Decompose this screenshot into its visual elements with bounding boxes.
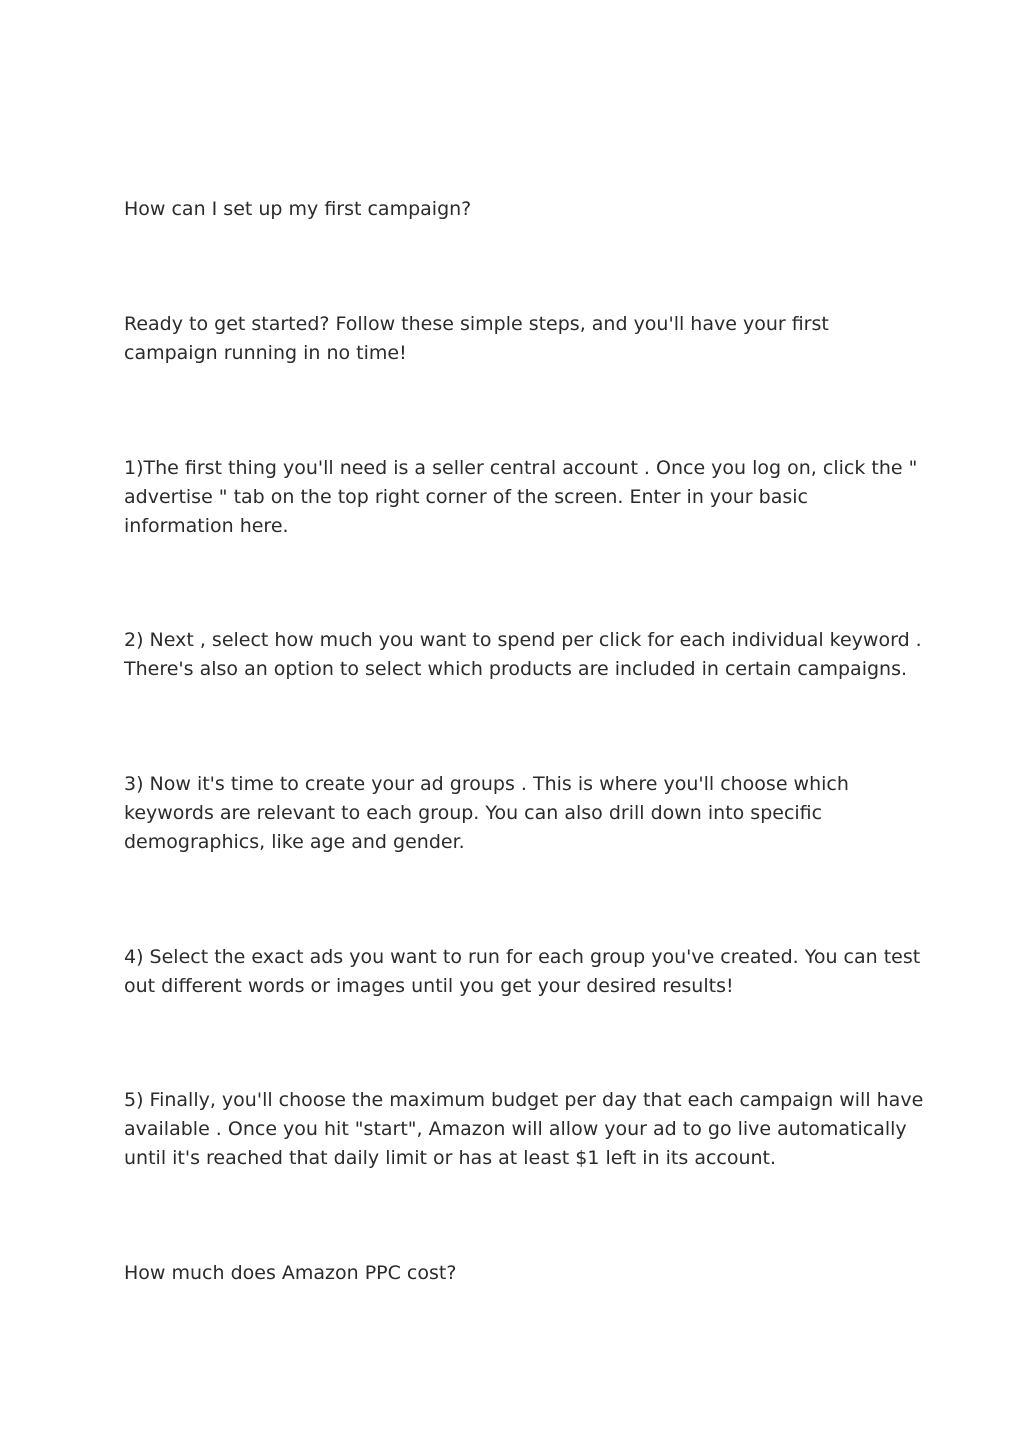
text-line: 3) Now it's time to create your ad groups . This is where you'll choose which [124, 773, 849, 795]
text-line: demographics, like age and gender. [124, 831, 465, 853]
step-5-paragraph [124, 1086, 924, 1173]
text-line: 1)The first thing you'll need is a seller central account . Once you log on, click the " [124, 457, 918, 479]
text-line: information here. [124, 515, 289, 537]
section-heading-ppc-cost [124, 1259, 914, 1288]
section-heading-campaign-setup [124, 195, 914, 224]
step-2-paragraph [124, 626, 922, 684]
text-line: keywords are relevant to each group. You can also drill down into specific [124, 802, 823, 824]
intro-paragraph [124, 310, 914, 368]
text-line: advertise " tab on the top right corner of the screen. Enter in your basic [124, 486, 808, 508]
step-3-paragraph [124, 770, 914, 857]
text-line: 5) Finally, you'll choose the maximum budget per day that each campaign will have [124, 1089, 924, 1111]
text-line: 2) Next , select how much you want to spend per click for each individual keyword . [124, 629, 922, 651]
step-4-paragraph [124, 943, 921, 1001]
text-line: 4) Select the exact ads you want to run for each group you've created. You can test [124, 946, 921, 968]
text-line: Ready to get started? Follow these simple steps, and you'll have your first [124, 313, 829, 335]
text-line: campaign running in no time! [124, 342, 407, 364]
text-line: out different words or images until you get your desired results! [124, 975, 734, 997]
step-1-paragraph [124, 454, 918, 541]
text-line: until it's reached that daily limit or has at least $1 left in its account. [124, 1147, 777, 1169]
heading-text: How can I set up my first campaign? [124, 198, 472, 220]
text-line: available . Once you hit "start", Amazon will allow your ad to go live automatically [124, 1118, 907, 1140]
heading-text: How much does Amazon PPC cost? [124, 1262, 457, 1284]
text-line: There's also an option to select which products are included in certain campaigns. [124, 658, 908, 680]
